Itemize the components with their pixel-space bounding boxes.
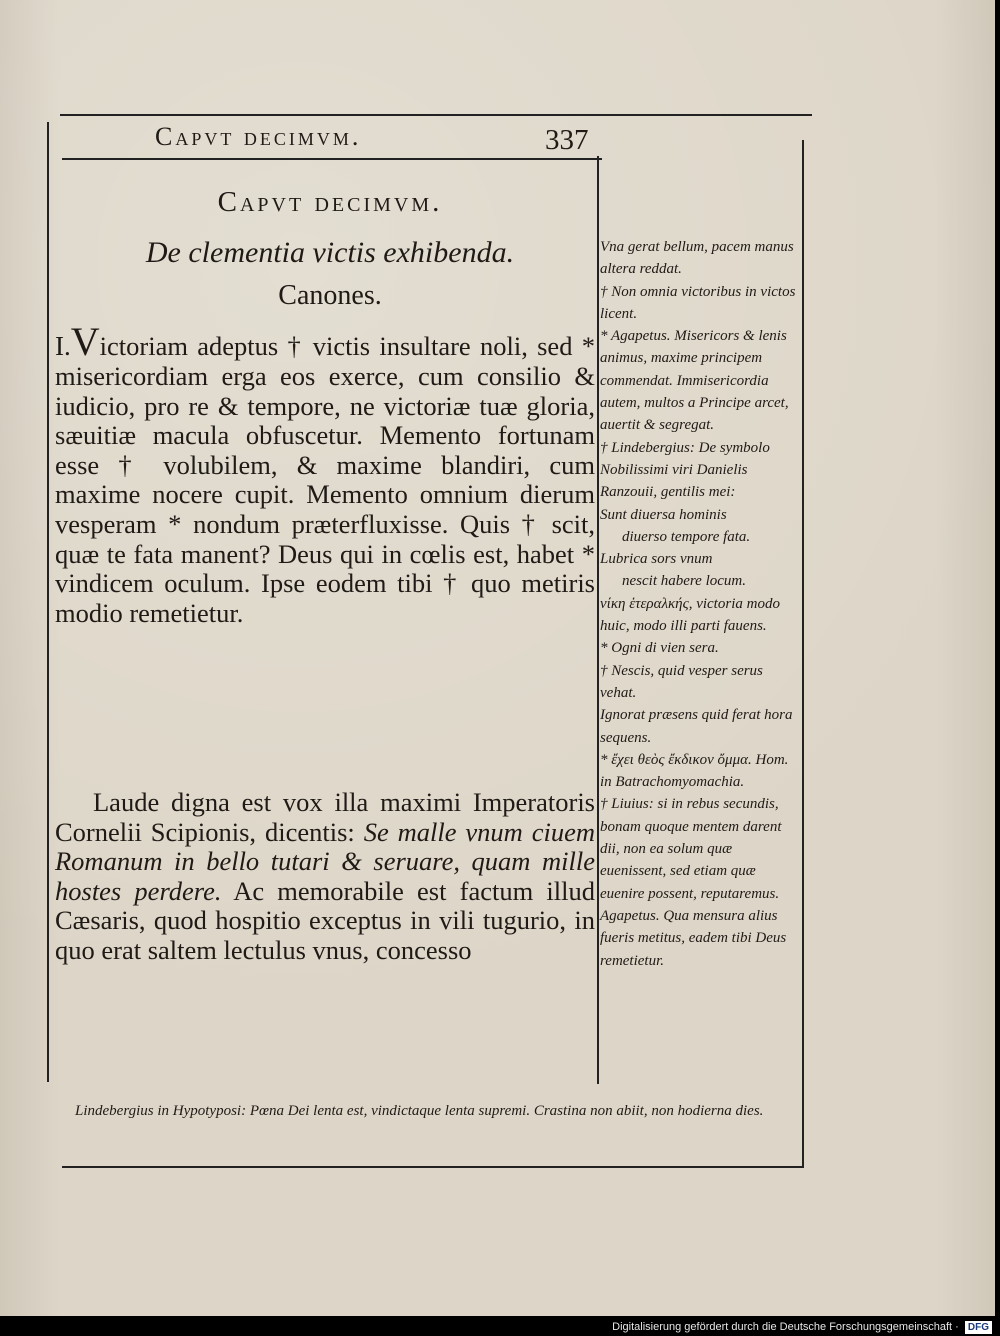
page-number: 337 (545, 124, 589, 156)
marginal-note: Agapetus. Qua mensura alius fueris metitus, eadem tibi Deus remetietur. (600, 907, 787, 969)
running-title: Capvt decimvm. (155, 122, 362, 151)
marginal-note: * Ogni di vien sera. (600, 640, 719, 657)
chapter-subtitle: De clementia victis exhibenda. (145, 236, 515, 269)
marginal-note: diuerso tempore fata. (622, 528, 751, 545)
dfg-logo: DFG (965, 1321, 992, 1334)
marginal-note: Vna gerat bellum, pacem manus altera reddat. (600, 239, 794, 278)
canon-paragraph-1 (55, 319, 595, 628)
marginal-note: † Liuius: si in rebus secundis, bonam quoque mentem darent dii, non ea solum quæ euenissent, sed etiam quæ euenire possent, reputaremus. (600, 796, 782, 902)
paragraph-text-a: Laude digna est vox illa maximi Imperatoris Cornelii Scipionis, dicentis: (55, 787, 595, 847)
paragraph-text-b: Ac memorabile est factum illud Cæsaris, quod hospitio exceptus in vili tugurio, in quo erat saltem lectulus vnus, concesso (55, 875, 595, 965)
chapter-title: Capvt decimvm. (217, 186, 443, 218)
footnote: Lindebergius in Hypotyposi: Pœna Dei lenta est, vindictaque lenta supremi. Crastina non abiit, non hodierna dies. (75, 1103, 764, 1119)
marginal-note: νίκη ἑτεραλκής, victoria modo huic, modo illi parti fauens. (600, 595, 780, 635)
marginal-note: nescit habere locum. (622, 573, 746, 590)
marginal-note: * ἔχει θεὸς ἔκδικον ὄμμα. Hom. in Batrachomyomachia. (600, 751, 789, 791)
marginal-note: † Non omnia victoribus in victos licent. (600, 283, 796, 322)
marginal-note: † Nescis, quid vesper serus vehat. (600, 662, 763, 701)
header-rule-top (60, 114, 812, 116)
marginal-note: † Lindebergius: De symbolo Nobilissimi viri Danielis Ranzouii, gentilis mei: (600, 439, 770, 501)
header-rule-bottom (62, 158, 602, 160)
canon-numeral: I. (55, 331, 71, 361)
footer-rule (62, 1166, 804, 1168)
section-heading: Canones. (278, 280, 382, 311)
marginal-note: * Agapetus. Misericors & lenis animus, maxime principem commendat. Immisericordia autem, multos a Principe arcet, auertit & segregat. (600, 328, 789, 434)
credit-text: Digitalisierung gefördert durch die Deutsche Forschungsgemeinschaft · (612, 1321, 959, 1333)
marginal-note: Ignorat præsens quid ferat hora sequens. (600, 707, 793, 746)
drop-cap: V (70, 319, 100, 364)
marginal-notes (600, 236, 802, 972)
body-paragraph-2 (55, 788, 595, 966)
marginal-note: Sunt diuersa hominis (600, 506, 727, 523)
marginal-note: Lubrica sors vnum (600, 551, 713, 568)
right-border-rule (802, 140, 804, 1168)
scipio-quote: Se malle vnum ciuem Romanum in bello tutari & seruare, quam mille hostes perdere. (55, 816, 596, 906)
canon-text: ictoriam adeptus † victis insultare noli, sed * misericordiam erga eos exerce, cum consilio & iudicio, pro re & tempore, ne victoriæ tuæ gloria, sæuitiæ macula obfuscetur. Memento fortunam esse † volubilem, & maxime blandiri, cum maxime nocere cupit. Memento omnium dierum vesperam * nondum præterfluxisse. Quis † scit, quæ te fata manent? Deus qui in cœlis est, habet * vindicem oculum. Ipse eodem tibi † quo metiris modio remetietur. (55, 331, 595, 628)
digitization-credit (612, 1318, 992, 1336)
